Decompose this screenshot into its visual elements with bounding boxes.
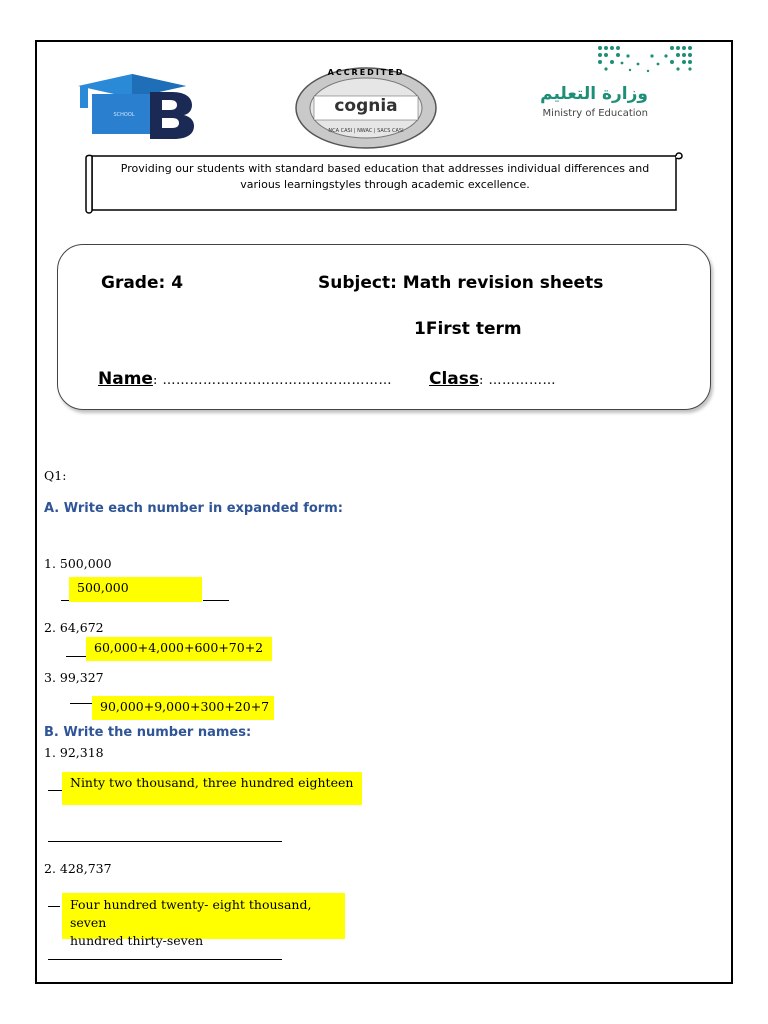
a1-line-right bbox=[203, 600, 229, 601]
grade-label: Grade: 4 bbox=[101, 273, 184, 293]
b1-line-left bbox=[48, 790, 62, 791]
cognia-name: cognia bbox=[334, 96, 398, 116]
school-b-logo bbox=[70, 72, 200, 140]
cognia-affiliations: NCA CASI | NWAC | SACS CASI bbox=[328, 128, 404, 134]
a2-answer: 60,000+4,000+600+70+2 bbox=[86, 637, 272, 661]
a1-line-left bbox=[61, 600, 69, 601]
name-field bbox=[98, 369, 392, 389]
a2-line-left bbox=[66, 656, 86, 657]
cognia-accredited-text: ACCREDITED bbox=[327, 68, 405, 77]
section-b-heading: B. Write the number names: bbox=[44, 725, 252, 740]
b2-answer-line1: Four hundred twenty- eight thousand, seven bbox=[70, 897, 312, 930]
moe-dots-emblem bbox=[592, 42, 702, 76]
b1-answer-line bbox=[48, 841, 282, 842]
b1-answer: Ninty two thousand, three hundred eighteen bbox=[62, 772, 362, 805]
subject-label: Subject: Math revision sheets bbox=[318, 273, 604, 293]
name-blank: : …………………………………………… bbox=[152, 373, 392, 388]
b2-answer-line2: hundred thirty-seven bbox=[70, 933, 204, 948]
a2-prompt: 2. 64,672 bbox=[44, 620, 104, 635]
a1-prompt: 1. 500,000 bbox=[44, 556, 112, 571]
moe-arabic-name: وزارة التعليم bbox=[540, 84, 648, 104]
class-field bbox=[429, 369, 556, 389]
b2-answer-line bbox=[48, 959, 282, 960]
a3-line-left bbox=[70, 703, 92, 704]
a3-prompt: 3. 99,327 bbox=[44, 670, 104, 685]
b2-prompt: 2. 428,737 bbox=[44, 861, 112, 876]
class-label: Class bbox=[429, 369, 480, 389]
name-label: Name bbox=[98, 369, 153, 389]
moe-english-name: Ministry of Education bbox=[542, 108, 648, 119]
b2-line-left bbox=[48, 906, 60, 907]
mission-statement: Providing our students with standard based education that addresses individual differences and various learningstyles through academic excellence. bbox=[120, 162, 650, 191]
svg-text:SCHOOL: SCHOOL bbox=[113, 112, 135, 118]
section-a-heading: A. Write each number in expanded form: bbox=[44, 501, 343, 516]
a1-answer: 500,000 bbox=[69, 577, 202, 602]
b1-prompt: 1. 92,318 bbox=[44, 745, 104, 760]
a3-answer: 90,000+9,000+300+20+7 bbox=[92, 696, 274, 720]
b2-answer bbox=[62, 893, 345, 948]
term-label: 1First term bbox=[414, 319, 522, 339]
class-blank: : …………… bbox=[479, 373, 557, 388]
question-title: Q1: bbox=[44, 468, 67, 483]
